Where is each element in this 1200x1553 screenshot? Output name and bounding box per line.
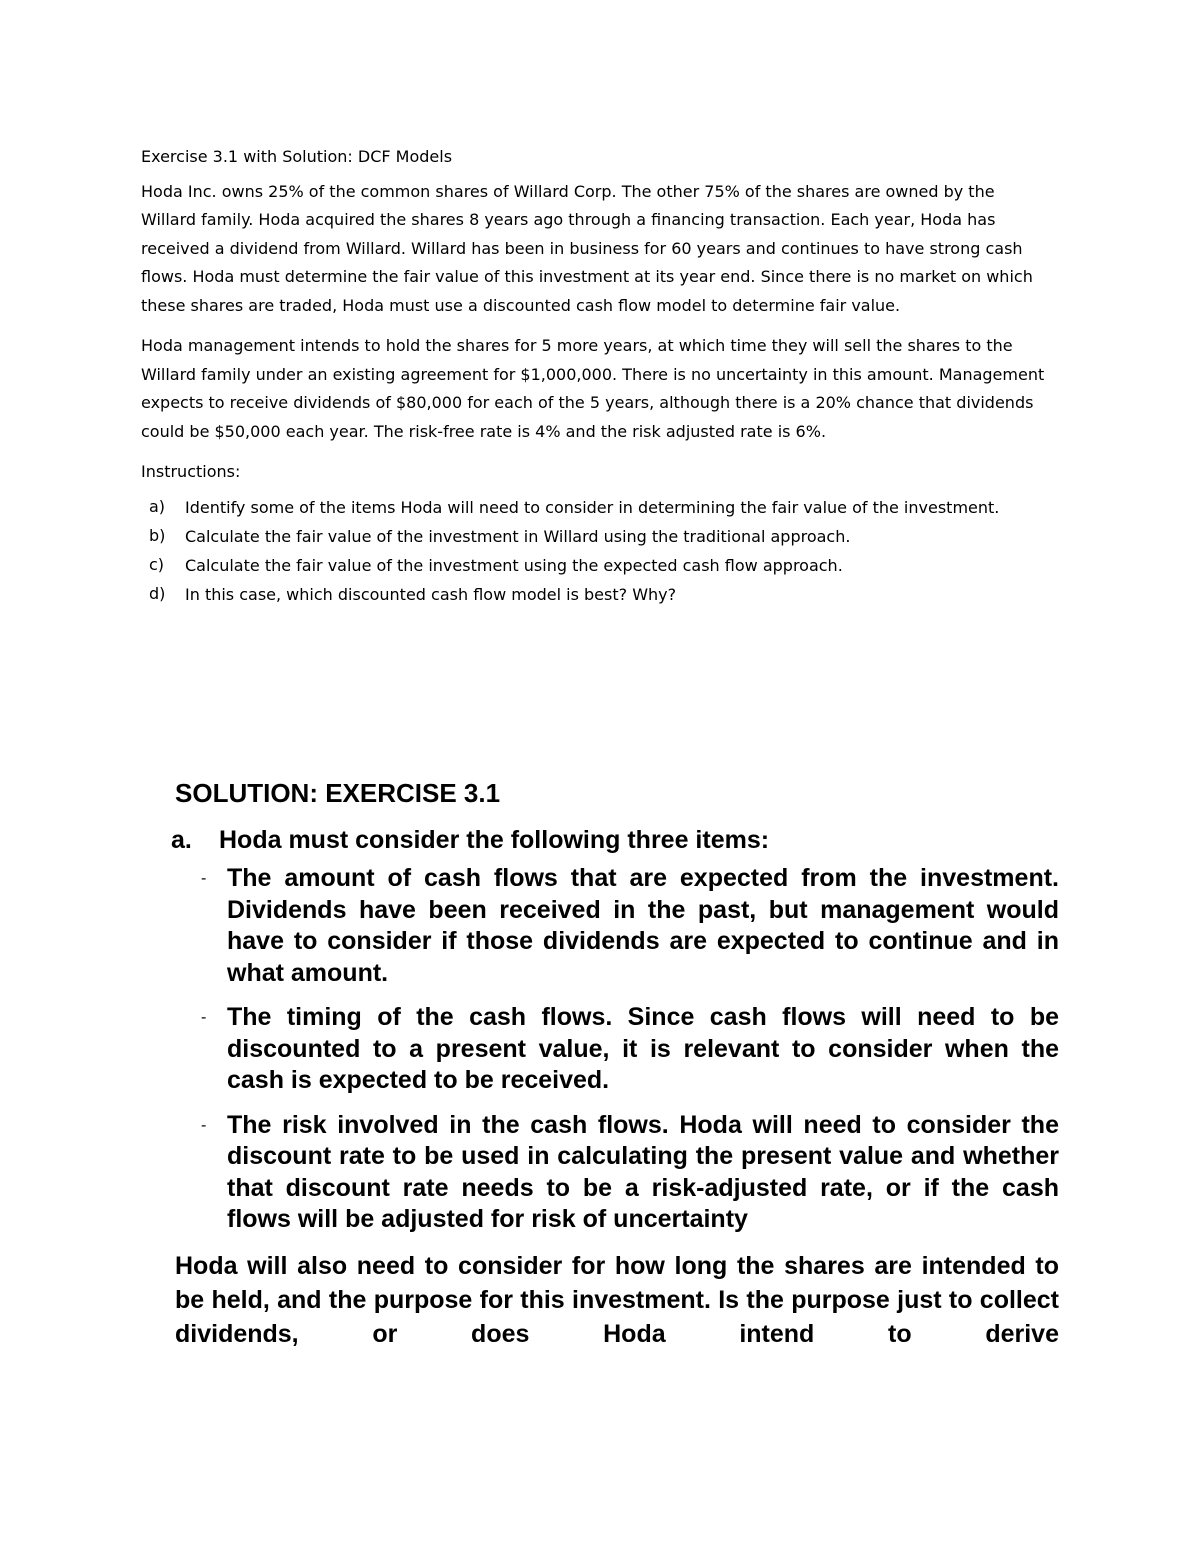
solution-bullet xyxy=(141,863,1059,989)
instruction-text: Calculate the fair value of the investment in Willard using the traditional approach. xyxy=(185,526,851,546)
exercise-paragraph-2: Hoda management intends to hold the shares for 5 more years, at which time they will sell the shares to the Willard family under an existing agreement for $1,000,000. There is no uncertainty in this amount. Management expects to receive dividends of $80,000 for each of the 5 years, although there is a 20% chance that dividends could be $50,000 each year. The risk-free rate is 4% and the risk adjusted rate is 6%. xyxy=(141,336,1045,441)
solution-bullet xyxy=(141,1110,1059,1236)
instructions-label: Instructions: xyxy=(141,462,241,481)
instruction-text: In this case, which discounted cash flow model is best? Why? xyxy=(185,584,677,604)
bullet-dash: - xyxy=(201,1116,207,1134)
exercise-title: Exercise 3.1 with Solution: DCF Models xyxy=(141,147,453,166)
instruction-item xyxy=(141,522,1051,551)
instruction-marker: a) xyxy=(149,496,166,516)
solution-closing-paragraph: Hoda will also need to consider for how long the shares are intended to be held, and the purpose for this investment. Is the purpose just to collect dividends, or does Hoda intend to derive xyxy=(175,1251,1059,1348)
exercise-paragraph-1: Hoda Inc. owns 25% of the common shares of Willard Corp. The other 75% of the shares are owned by the Willard family. Hoda acquired the shares 8 years ago through a financing transaction. Each year, Hoda has received a dividend from Willard. Willard has been in business for 60 years and continues to have strong cash flows. Hoda must determine the fair value of this investment at its year end. Since there is no market on which these shares are traded, Hoda must use a discounted cash flow model to determine fair value. xyxy=(141,181,1033,315)
bullet-dash: - xyxy=(201,1009,207,1026)
solution-part-a-marker: a. xyxy=(171,826,192,854)
bullet-text: The amount of cash flows that are expected from the investment. Dividends have been received in the past, but management would have to consider if those dividends are expected to continue and in what amount. xyxy=(227,864,1059,987)
instruction-marker: c) xyxy=(149,554,165,574)
instructions-list xyxy=(141,493,1051,609)
instruction-item xyxy=(141,551,1051,580)
instruction-item xyxy=(141,493,1051,522)
instruction-marker: b) xyxy=(149,525,166,545)
bullet-dash: - xyxy=(201,870,207,887)
solution-part-a xyxy=(171,823,1059,857)
instruction-item xyxy=(141,580,1051,609)
instruction-marker: d) xyxy=(149,583,166,603)
solution-bullet-list xyxy=(141,863,1059,1236)
bullet-text: The timing of the cash flows. Since cash flows will need to be discounted to a present value, it is relevant to consider when the cash is expected to be received. xyxy=(227,1003,1059,1094)
solution-bullet xyxy=(141,1002,1059,1097)
bullet-text: The risk involved in the cash flows. Hoda will need to consider the discount rate to be used in calculating the present value and whether that discount rate needs to be a risk-adjusted rate, or if the cash flows will be adjusted for risk of uncertainty xyxy=(227,1110,1059,1233)
instruction-text: Calculate the fair value of the investment using the expected cash flow approach. xyxy=(185,555,843,575)
solution-part-a-heading: Hoda must consider the following three items: xyxy=(219,826,770,854)
solution-title: SOLUTION: EXERCISE 3.1 xyxy=(175,778,501,808)
instruction-text: Identify some of the items Hoda will need to consider in determining the fair value of the investment. xyxy=(185,497,1000,517)
exercise-section xyxy=(141,143,1051,609)
solution-section xyxy=(141,775,1059,1351)
